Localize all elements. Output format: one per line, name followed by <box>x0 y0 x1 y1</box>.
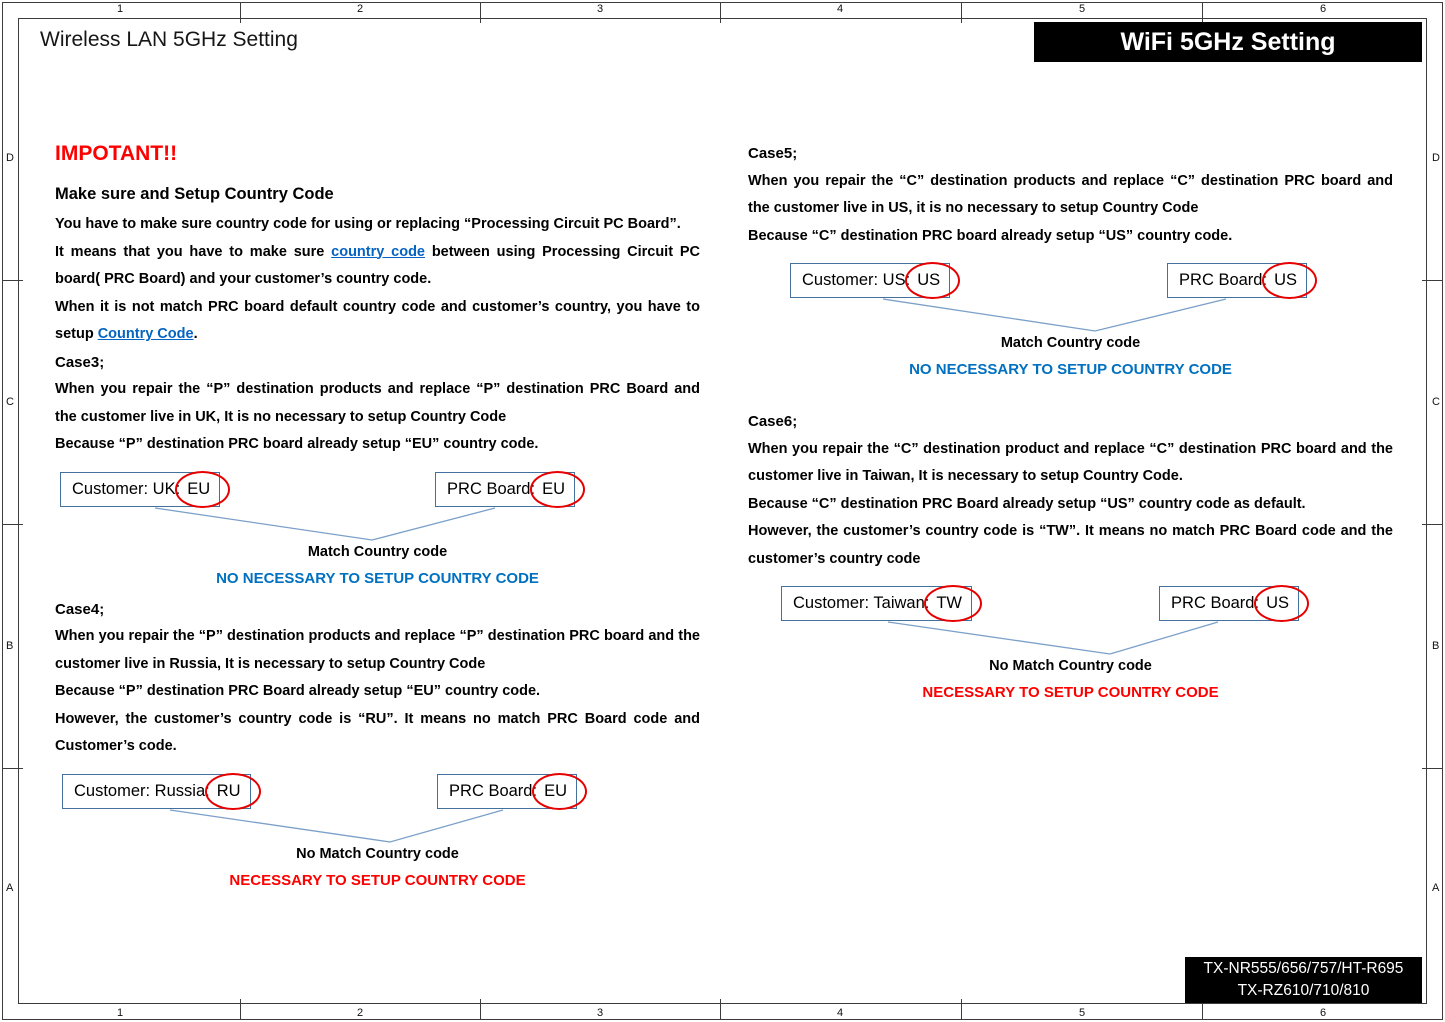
customer-country-code <box>933 594 965 613</box>
customer-code-box <box>790 263 950 298</box>
ruler-column-number: 5 <box>1078 3 1086 15</box>
code-box-pair <box>748 263 1393 298</box>
customer-code-box <box>781 586 972 621</box>
left-column <box>55 140 700 898</box>
intro-paragraph <box>55 294 700 349</box>
prc-board-code-box-label: PRC Board: <box>447 479 536 498</box>
verdict-label: NO NECESSARY TO SETUP COUNTRY CODE <box>216 569 539 587</box>
page-title: Wireless LAN 5GHz Setting <box>40 28 298 51</box>
code-value: TW <box>936 594 962 612</box>
ruler-row-letter: C <box>1432 396 1440 408</box>
ruler-row-letter: A <box>1432 882 1440 894</box>
banner-title: WiFi 5GHz Setting <box>1034 22 1422 62</box>
prc-board-code-box <box>435 472 575 507</box>
customer-code-box-label: Customer: UK: <box>72 479 181 498</box>
case-paragraph: Because “P” destination PRC board already setup “EU” country code. <box>55 436 539 452</box>
case4-diagram <box>55 774 700 889</box>
prc-board-code-box <box>1159 586 1299 621</box>
code-box-pair <box>55 472 700 507</box>
ruler-column-number: 3 <box>596 3 604 15</box>
ruler-column-number: 4 <box>836 1007 844 1019</box>
code-value: RU <box>216 781 241 800</box>
case-heading: Case4; <box>55 600 105 618</box>
match-connector-lines <box>748 298 1393 332</box>
case-heading: Case5; <box>748 145 798 162</box>
country-code-link[interactable]: country code <box>331 243 425 260</box>
code-value: US <box>917 271 941 289</box>
prc-board-code-box <box>437 774 577 809</box>
customer-country-code <box>214 782 244 801</box>
ruler-column-number: 1 <box>116 1007 124 1019</box>
ruler-column-number: 6 <box>1319 1007 1327 1019</box>
important-heading: IMPOTANT!! <box>55 142 178 165</box>
country-code-link[interactable]: Country Code <box>97 326 194 342</box>
verdict-label: NECESSARY TO SETUP COUNTRY CODE <box>922 684 1219 701</box>
board-country-code <box>1263 594 1292 613</box>
case-paragraph: When you repair the “C” destination product and replace “C” destination PRC board and the customer live in Taiwan, It is necessary to setup Country Code. <box>748 440 1393 484</box>
ruler-row-letter: C <box>6 396 14 408</box>
two-column-layout <box>55 140 1393 898</box>
case-paragraph: When you repair the “C” destination products and replace “C” destination PRC board and the customer live in US, it is no necessary to setup Country Code <box>748 172 1393 216</box>
ruler-row-letter: A <box>6 882 14 894</box>
case3-diagram <box>55 472 700 587</box>
ruler-row-letter: D <box>1432 152 1440 164</box>
ruler-column-number: 3 <box>596 1007 604 1019</box>
ruler-column-number: 2 <box>356 1007 364 1019</box>
verdict-label: NECESSARY TO SETUP COUNTRY CODE <box>229 871 526 889</box>
case5-diagram <box>748 263 1393 378</box>
model-list-line1: TX-NR555/656/757/HT-R695 <box>1203 960 1404 977</box>
prc-board-code-box-label: PRC Board: <box>449 781 538 800</box>
code-box-pair <box>748 586 1393 621</box>
text-segment: When it is not match PRC board default country code and customer’s country, you have to setup <box>55 298 700 342</box>
match-label: Match Country code <box>1000 335 1141 351</box>
code-value: EU <box>544 781 567 800</box>
case-paragraph: Because “C” destination PRC board already setup “US” country code. <box>748 227 1233 244</box>
case-paragraph: Because “C” destination PRC Board already setup “US” country code as default. <box>748 495 1306 512</box>
case-paragraph: When you repair the “P” destination products and replace “P” destination PRC Board and the customer live in UK, It is no necessary to setup Country Code <box>55 381 700 425</box>
match-connector-lines <box>55 507 700 541</box>
case-heading: Case3; <box>55 353 105 371</box>
match-label: No Match Country code <box>296 845 459 862</box>
customer-code-box-label: Customer: US: <box>802 271 911 289</box>
customer-code-box <box>60 472 220 507</box>
case-paragraph: Because “P” destination PRC Board already setup “EU” country code. <box>55 683 541 699</box>
intro-paragraph: You have to make sure country code for using or replacing “Processing Circuit PC Board”. <box>55 216 681 232</box>
case-paragraph: However, the customer’s country code is “RU”. It means no match PRC Board code and Customer’s code. <box>55 710 700 754</box>
section-subheading: Make sure and Setup Country Code <box>55 185 334 203</box>
model-list-line2: TX-RZ610/710/810 <box>1237 982 1370 999</box>
ruler-column-number: 2 <box>356 3 364 15</box>
text-segment: between using Processing Circuit PC board( PRC Board) and your customer’s country code. <box>55 243 701 287</box>
match-label: No Match Country code <box>989 658 1152 674</box>
case6-diagram <box>748 586 1393 701</box>
case-paragraph: However, the customer’s country code is “TW”. It means no match PRC Board code and the customer’s country code <box>748 523 1393 567</box>
text-segment: . <box>193 326 198 342</box>
ruler-row-letter: D <box>6 152 14 164</box>
ruler-row-letter: B <box>1432 640 1440 652</box>
code-value: US <box>1274 271 1297 289</box>
case-heading: Case6; <box>748 413 798 430</box>
model-list <box>1185 957 1422 1003</box>
customer-code-box <box>62 774 251 809</box>
customer-code-box-label: Customer: Taiwan: <box>793 594 930 612</box>
match-connector-lines <box>748 621 1393 655</box>
code-box-pair <box>55 774 700 809</box>
ruler-column-number: 1 <box>116 3 124 15</box>
prc-board-code-box <box>1167 263 1307 298</box>
sheet-content <box>18 18 1427 1004</box>
ruler-column-number: 4 <box>836 3 844 15</box>
customer-country-code <box>914 271 943 290</box>
ruler-row-letter: B <box>6 640 14 652</box>
ruler-column-number: 6 <box>1319 3 1327 15</box>
prc-board-code-box-label: PRC Board: <box>1171 594 1260 612</box>
board-country-code <box>541 782 570 801</box>
match-label: Match Country code <box>307 543 448 560</box>
code-value: EU <box>187 479 211 498</box>
right-column <box>748 140 1393 710</box>
intro-paragraph <box>55 239 700 294</box>
verdict-label: NO NECESSARY TO SETUP COUNTRY CODE <box>909 361 1232 378</box>
text-segment: It means that you have to make sure <box>55 243 332 260</box>
board-country-code <box>539 480 568 499</box>
customer-country-code <box>184 480 213 499</box>
match-connector-lines <box>55 809 700 843</box>
ruler-column-number: 5 <box>1078 1007 1086 1019</box>
prc-board-code-box-label: PRC Board: <box>1179 271 1268 289</box>
code-value: EU <box>542 479 565 498</box>
customer-code-box-label: Customer: Russia: <box>74 781 210 800</box>
code-value: US <box>1266 594 1289 612</box>
board-country-code <box>1271 271 1300 290</box>
case-paragraph: When you repair the “P” destination products and replace “P” destination PRC board and the customer live in Russia, It is necessary to setup Country Code <box>55 628 700 672</box>
